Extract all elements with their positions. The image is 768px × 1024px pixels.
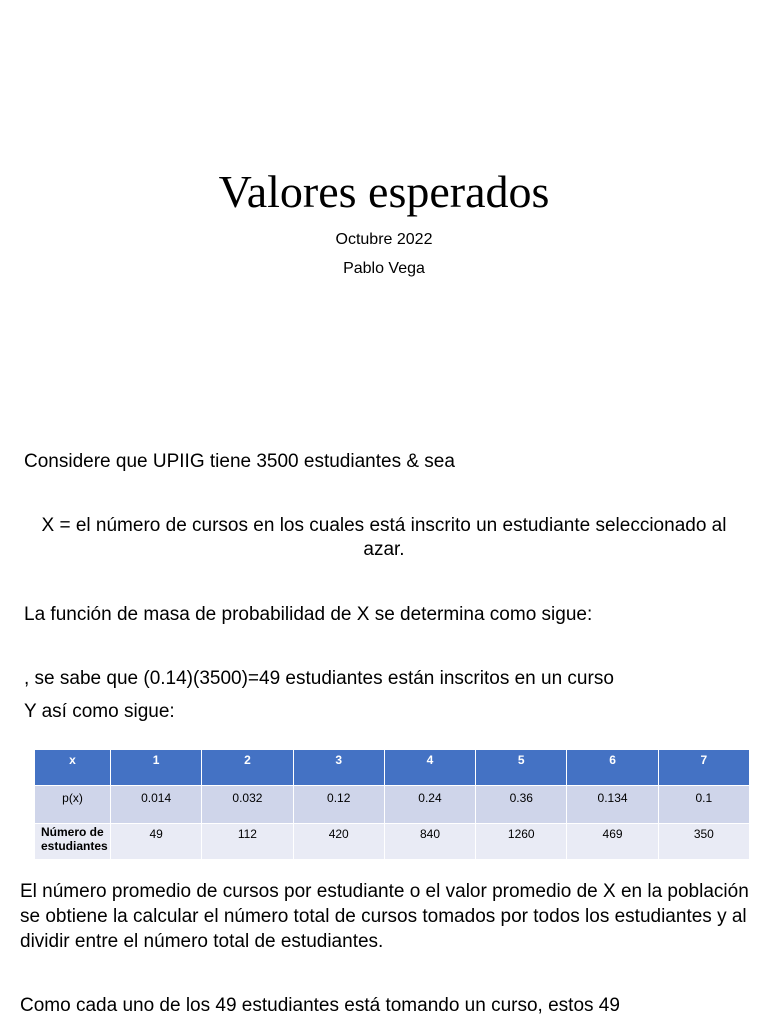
table-cell: 0.014 [111,786,202,824]
slide-title: Valores esperados [218,166,550,217]
table-cell: 0.36 [476,786,567,824]
definition-paragraph: X = el número de cursos en los cuales está inscrito un estudiante seleccionado al azar. [41,515,727,560]
table-row-students [35,824,750,860]
table-cell: 0.24 [384,786,475,824]
conclusion-paragraph: Como cada uno de los 49 estudiantes está tomando un curso, estos 49 [20,995,620,1016]
known-paragraph: , se sabe que (0.14)(3500)=49 estudiantes están inscritos en un curso [24,668,614,689]
intro-paragraph: Considere que UPIIG tiene 3500 estudiantes & sea [24,451,455,472]
table-cell: 49 [111,824,202,860]
table-cell: 0.032 [202,786,293,824]
table-cell: 1260 [476,824,567,860]
header-cell: 2 [202,750,293,786]
header-cell: 3 [293,750,384,786]
table-cell: 112 [202,824,293,860]
table-cell: 469 [567,824,658,860]
table-cell: 840 [384,824,475,860]
header-cell: 6 [567,750,658,786]
pmf-intro-paragraph: La función de masa de probabilidad de X se determina como sigue: [24,604,593,625]
table-cell: 0.12 [293,786,384,824]
header-cell: 4 [384,750,475,786]
probability-table [34,749,750,860]
table-cell: 0.1 [658,786,749,824]
header-cell: 7 [658,750,749,786]
slide-date: Octubre 2022 [335,231,433,248]
header-cell: 1 [111,750,202,786]
table-header-row [35,750,750,786]
header-cell: x [35,750,111,786]
table-cell: 420 [293,824,384,860]
row-label: p(x) [35,786,111,824]
table-row-probability [35,786,750,824]
average-paragraph: El número promedio de cursos por estudiante o el valor promedio de X en la población se obtiene la calcular el número total de cursos tomados por todos los estudiantes y al dividir entre el número total de estudiantes. [20,881,749,952]
row-label: Número de estudiantes [35,824,111,860]
follows-paragraph: Y así como sigue: [24,701,175,722]
table-cell: 350 [658,824,749,860]
slide-author: Pablo Vega [343,260,425,277]
header-cell: 5 [476,750,567,786]
table-cell: 0.134 [567,786,658,824]
